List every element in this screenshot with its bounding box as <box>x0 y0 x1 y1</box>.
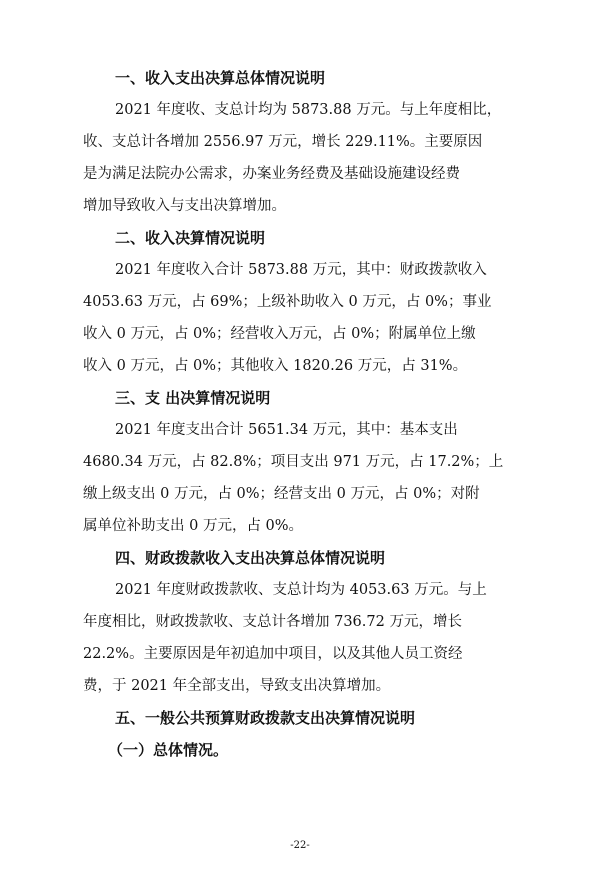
section-heading-3: 三、支 出决算情况说明 <box>115 389 271 407</box>
paragraph-line: 年度相比，财政拨款收、支总计各增加 736.72 万元，增长 <box>83 614 462 630</box>
paragraph-line: 缴上级支出 0 万元，占 0%；经营支出 0 万元，占 0%；对附 <box>83 486 480 502</box>
paragraph-line: 4053.63 万元，占 69%；上级补助收入 0 万元，占 0%；事业 <box>83 294 492 310</box>
paragraph-line: 收、支总计各增加 2556.97 万元，增长 229.11%。主要原因 <box>83 134 483 150</box>
section-heading-2: 二、收入决算情况说明 <box>115 229 266 247</box>
section-heading-1: 一、收入支出决算总体情况说明 <box>115 69 326 87</box>
paragraph-line: 费，于 2021 年全部支出，导致支出决算增加。 <box>83 678 391 694</box>
paragraph-line: 2021 年度财政拨款收、支总计均为 4053.63 万元。与上 <box>115 582 487 598</box>
paragraph-line: 属单位补助支出 0 万元，占 0%。 <box>83 518 304 534</box>
paragraph-line: 2021 年度支出合计 5651.34 万元，其中：基本支出 <box>115 422 458 438</box>
paragraph-line: 22.2%。主要原因是年初追加中项目，以及其他人员工资经 <box>83 646 463 662</box>
paragraph-line: 收入 0 万元，占 0%；经营收入万元，占 0%；附属单位上缴 <box>83 326 476 342</box>
paragraph-line: 收入 0 万元，占 0%；其他收入 1820.26 万元，占 31%。 <box>83 358 468 374</box>
subsection-heading: （一）总体情况。 <box>108 741 229 759</box>
section-heading-4: 四、财政拨款收入支出决算总体情况说明 <box>115 549 386 567</box>
section-heading-5: 五、一般公共预算财政拨款支出决算情况说明 <box>115 709 416 727</box>
paragraph-line: 是为满足法院办公需求，办案业务经费及基础设施建设经费 <box>83 166 460 182</box>
paragraph-line: 2021 年度收、支总计均为 5873.88 万元。与上年度相比， <box>115 102 502 118</box>
page-number: -22- <box>290 840 310 851</box>
paragraph-line: 2021 年度收入合计 5873.88 万元，其中：财政拨款收入 <box>115 262 487 278</box>
paragraph-line: 4680.34 万元，占 82.8%；项目支出 971 万元，占 17.2%；上 <box>83 454 504 470</box>
paragraph-line: 增加导致收入与支出决算增加。 <box>83 198 286 214</box>
